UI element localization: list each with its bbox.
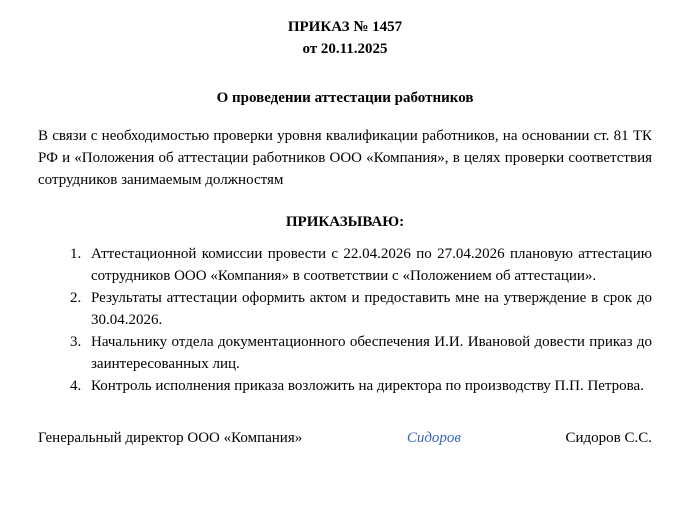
order-preamble: В связи с необходимостью проверки уровня квалификации работников, на основании ст. 81 ТК РФ и «Положения об аттестации работников ООО «Компания», в целях проверки соответствия сотрудников занимаемым должностям [38,128,652,188]
order-date: от 20.11.2025 [302,41,388,57]
signature-row [38,427,652,449]
directive-heading: ПРИКАЗЫВАЮ: [285,214,405,230]
order-item: 3. Начальнику отдела документационного обеспечения И.И. Ивановой довести приказ до заинтересованных лиц. [85,331,652,375]
order-subject: О проведении аттестации работников [216,90,474,106]
signatory-name: Сидоров С.С. [565,430,652,446]
order-item: 1. Аттестационной комиссии провести с 22.04.2026 по 27.04.2026 плановую аттестацию сотрудников ООО «Компания» в соответствии с «Положением об аттестации». [85,243,652,287]
order-items-list [38,243,652,397]
order-title: ПРИКАЗ № 1457 [287,19,403,35]
order-item: 4. Контроль исполнения приказа возложить на директора по производству П.П. Петрова. [85,375,652,397]
signature-autograph: Сидоров [406,430,461,446]
signatory-position: Генеральный директор ООО «Компания» [38,430,303,446]
order-item: 2. Результаты аттестации оформить актом и предоставить мне на утверждение в срок до 30.04.2026. [85,287,652,331]
